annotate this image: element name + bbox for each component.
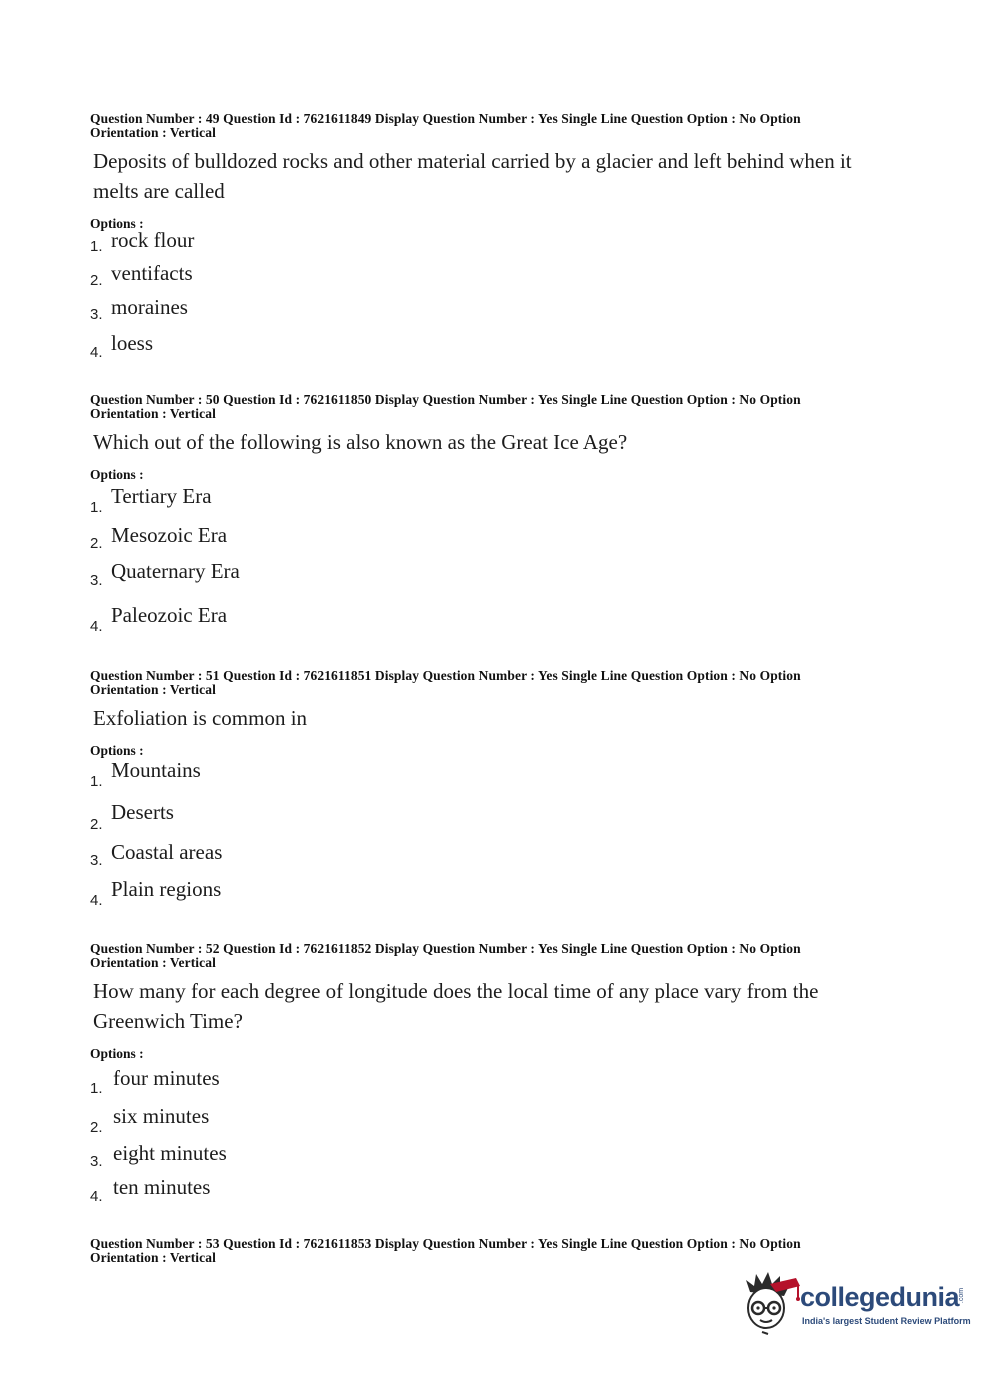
question-text: Deposits of bulldozed rocks and other material carried by a glacier and left behind when it melts are called [93,149,852,203]
option-number: 1. [90,238,103,255]
option-number: 3. [90,852,103,869]
question-meta-line1: Question Number : 49 Question Id : 7621611849 Display Question Number : Yes Single Line Question Option : No Option [90,111,801,126]
options-label: Options : [90,1046,144,1061]
logo-tagline: India's largest Student Review Platform [802,1316,971,1326]
question-52 [90,941,890,1205]
option-number: 4. [90,1188,103,1205]
option-text: Quaternary Era [111,559,240,583]
option-text: rock flour [111,228,195,252]
option-number: 2. [90,272,103,289]
logo-suffix: .com [958,1287,966,1304]
option-text: four minutes [113,1066,220,1090]
question-53 [90,1237,890,1265]
logo-wordmark: collegedunia [800,1282,960,1312]
option-text: Plain regions [111,877,222,901]
option-text: Coastal areas [111,840,223,864]
question-meta-line1: Question Number : 50 Question Id : 7621611850 Display Question Number : Yes Single Line Question Option : No Option [90,392,801,407]
question-text: Which out of the following is also known as the Great Ice Age? [93,430,628,454]
option-text: Mountains [111,758,201,782]
question-meta-line2: Orientation : Vertical [90,955,216,970]
options-label: Options : [90,216,144,231]
question-text: How many for each degree of longitude does the local time of any place vary from the Greenwich Time? [93,979,819,1033]
options-label: Options : [90,467,144,482]
option-text: loess [111,331,153,355]
option-number: 2. [90,816,103,833]
question-meta-line2: Orientation : Vertical [90,125,216,140]
option-text: Tertiary Era [111,484,212,508]
option-number: 3. [90,1153,103,1170]
question-50 [90,392,890,635]
options-label: Options : [90,743,144,758]
mascot-icon [740,1270,802,1340]
question-meta-line2: Orientation : Vertical [90,1250,216,1265]
option-text: Mesozoic Era [111,523,228,547]
question-meta-line2: Orientation : Vertical [90,406,216,421]
option-text: ten minutes [113,1175,211,1199]
option-text: eight minutes [113,1141,227,1165]
option-number: 4. [90,344,103,361]
question-49 [90,111,890,361]
option-number: 1. [90,1080,103,1097]
option-number: 3. [90,306,103,323]
option-number: 3. [90,572,103,589]
question-51 [90,668,890,909]
option-number: 1. [90,773,103,790]
option-text: Deserts [111,800,174,824]
option-number: 2. [90,535,103,552]
option-number: 4. [90,892,103,909]
option-text: Paleozoic Era [111,603,228,627]
option-number: 2. [90,1119,103,1136]
question-meta-line1: Question Number : 52 Question Id : 7621611852 Display Question Number : Yes Single Line Question Option : No Option [90,941,801,956]
option-number: 1. [90,499,103,516]
question-meta-line2: Orientation : Vertical [90,682,216,697]
question-meta-line1: Question Number : 53 Question Id : 7621611853 Display Question Number : Yes Single Line Question Option : No Option [90,1236,801,1251]
option-text: moraines [111,295,188,319]
option-text: six minutes [113,1104,210,1128]
question-text: Exfoliation is common in [93,706,308,730]
option-number: 4. [90,618,103,635]
option-text: ventifacts [111,261,193,285]
collegedunia-logo [740,1270,970,1340]
question-meta-line1: Question Number : 51 Question Id : 7621611851 Display Question Number : Yes Single Line Question Option : No Option [90,668,801,683]
